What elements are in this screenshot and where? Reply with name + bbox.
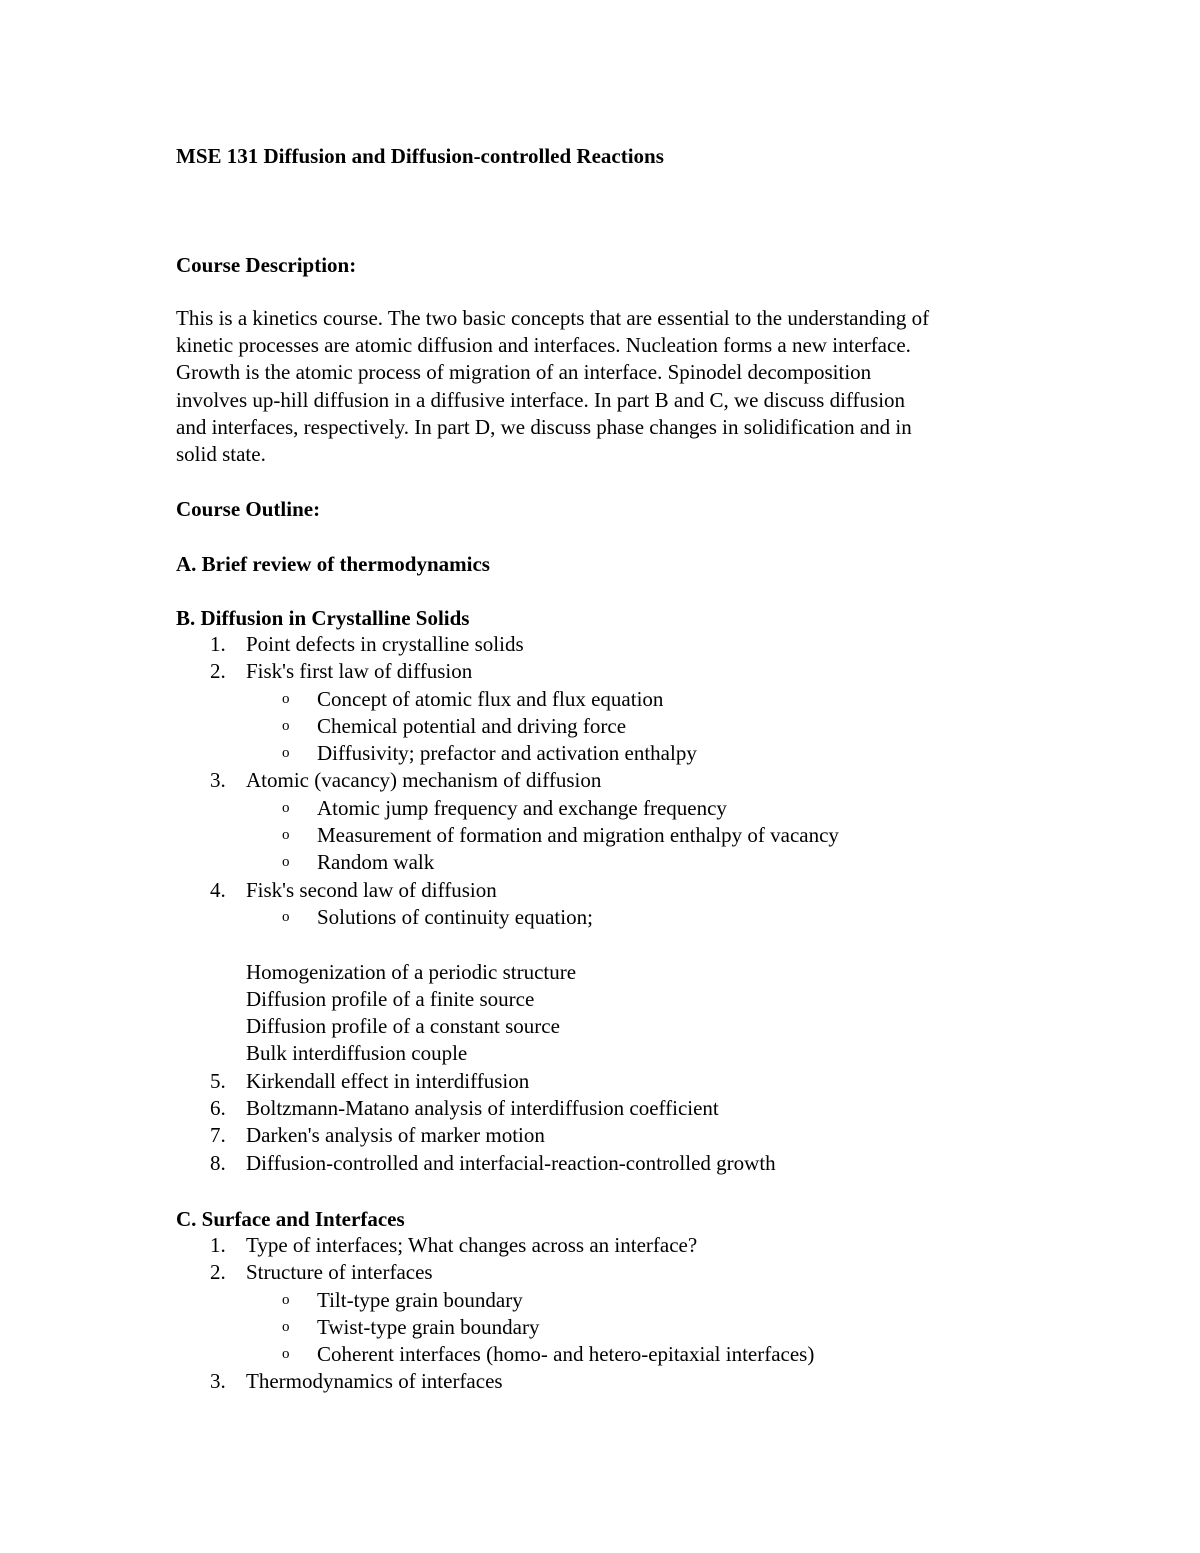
item-text: Point defects in crystalline solids: [246, 632, 524, 656]
course-description-paragraph: [176, 305, 1036, 468]
sub-item-text: Concept of atomic flux and flux equation: [317, 686, 664, 711]
bullet-marker: o: [282, 1346, 290, 1363]
item-number: 5.: [210, 1068, 226, 1093]
section-c-list: [176, 1232, 1076, 1396]
sub-item-text: Random walk: [317, 850, 435, 875]
numbered-item: [176, 877, 1076, 904]
indented-line: [176, 1013, 1076, 1040]
bullet-marker: o: [282, 854, 290, 871]
sub-item-text: Chemical potential and driving force: [317, 713, 627, 738]
numbered-item: [176, 1150, 1076, 1177]
course-description-heading: Course Description:: [176, 253, 357, 277]
item-number: 8.: [210, 1150, 226, 1175]
sub-bullet-item: [176, 822, 1076, 849]
sub-item-text: Tilt-type grain boundary: [317, 1287, 523, 1312]
item-text: Diffusion-controlled and interfacial-reaction-controlled growth: [246, 1150, 776, 1175]
numbered-item: [176, 1122, 1076, 1149]
numbered-item: [176, 1095, 1076, 1122]
item-text: Structure of interfaces: [246, 1260, 433, 1285]
item-text: Boltzmann-Matano analysis of interdiffusion coefficient: [246, 1096, 719, 1121]
blank-line: [176, 931, 1076, 958]
indented-line: [176, 959, 1076, 986]
bullet-marker: o: [282, 1318, 290, 1335]
numbered-item: [176, 1259, 1076, 1286]
item-text: Kirkendall effect in interdiffusion: [246, 1068, 530, 1093]
description-line: solid state.: [176, 442, 266, 467]
item-number: 2.: [210, 659, 226, 684]
item-number: 6.: [210, 1096, 226, 1121]
bullet-marker: o: [282, 690, 290, 707]
item-number: 3.: [210, 768, 226, 793]
numbered-item: [176, 767, 1076, 794]
section-c-heading: C. Surface and Interfaces: [176, 1207, 405, 1231]
numbered-item: [176, 631, 1076, 658]
sub-item-text: Solutions of continuity equation;: [317, 904, 593, 929]
item-text: Thermodynamics of interfaces: [246, 1369, 503, 1394]
indented-text: Bulk interdiffusion couple: [246, 1041, 468, 1066]
document-title: MSE 131 Diffusion and Diffusion-controlled Reactions: [176, 144, 664, 168]
item-number: 2.: [210, 1260, 226, 1285]
sub-bullet-item: [176, 713, 1076, 740]
course-outline-heading: Course Outline:: [176, 497, 321, 521]
bullet-marker: o: [282, 799, 290, 816]
sub-bullet-item: [176, 849, 1076, 876]
item-text: Type of interfaces; What changes across an interface?: [246, 1233, 698, 1257]
item-text: Darken's analysis of marker motion: [246, 1123, 545, 1148]
section-b-list: [176, 631, 1076, 1177]
sub-bullet-item: [176, 904, 1076, 931]
indented-text: Diffusion profile of a finite source: [246, 986, 535, 1011]
bullet-marker: o: [282, 1291, 290, 1308]
numbered-item: [176, 1068, 1076, 1095]
numbered-item: [176, 1368, 1076, 1395]
indented-line: [176, 1040, 1076, 1067]
item-number: 3.: [210, 1369, 226, 1394]
bullet-marker: o: [282, 908, 290, 925]
description-line: and interfaces, respectively. In part D, we discuss phase changes in solidification and in: [176, 414, 912, 439]
sub-bullet-item: [176, 686, 1076, 713]
section-b-heading: B. Diffusion in Crystalline Solids: [176, 606, 470, 630]
item-text: Fisk's first law of diffusion: [246, 659, 473, 684]
item-number: 4.: [210, 877, 226, 902]
sub-bullet-item: [176, 795, 1076, 822]
sub-bullet-item: [176, 740, 1076, 767]
sub-item-text: Diffusivity; prefactor and activation enthalpy: [317, 741, 697, 766]
indented-text: Diffusion profile of a constant source: [246, 1014, 560, 1039]
bullet-marker: o: [282, 745, 290, 762]
numbered-item: [176, 1232, 1076, 1259]
item-number: 1.: [210, 1233, 226, 1257]
item-text: Fisk's second law of diffusion: [246, 877, 497, 902]
description-line: This is a kinetics course. The two basic concepts that are essential to the understanding of: [176, 306, 930, 330]
bullet-marker: o: [282, 717, 290, 734]
item-number: 7.: [210, 1123, 226, 1148]
sub-bullet-item: [176, 1287, 1076, 1314]
sub-item-text: Measurement of formation and migration enthalpy of vacancy: [317, 823, 839, 848]
description-line: involves up-hill diffusion in a diffusive interface. In part B and C, we discuss diffusion: [176, 387, 906, 412]
section-a-heading: A. Brief review of thermodynamics: [176, 552, 490, 576]
numbered-item: [176, 658, 1076, 685]
item-text: Atomic (vacancy) mechanism of diffusion: [246, 768, 602, 793]
sub-bullet-item: [176, 1314, 1076, 1341]
indented-text: Homogenization of a periodic structure: [246, 959, 577, 984]
item-number: 1.: [210, 632, 226, 656]
indented-line: [176, 986, 1076, 1013]
sub-item-text: Atomic jump frequency and exchange frequency: [317, 795, 727, 820]
sub-bullet-item: [176, 1341, 1076, 1368]
sub-item-text: Coherent interfaces (homo- and hetero-epitaxial interfaces): [317, 1342, 815, 1367]
description-line: kinetic processes are atomic diffusion and interfaces. Nucleation forms a new interface.: [176, 333, 911, 358]
bullet-marker: o: [282, 827, 290, 844]
sub-item-text: Twist-type grain boundary: [317, 1314, 540, 1339]
description-line: Growth is the atomic process of migration of an interface. Spinodel decomposition: [176, 360, 872, 385]
